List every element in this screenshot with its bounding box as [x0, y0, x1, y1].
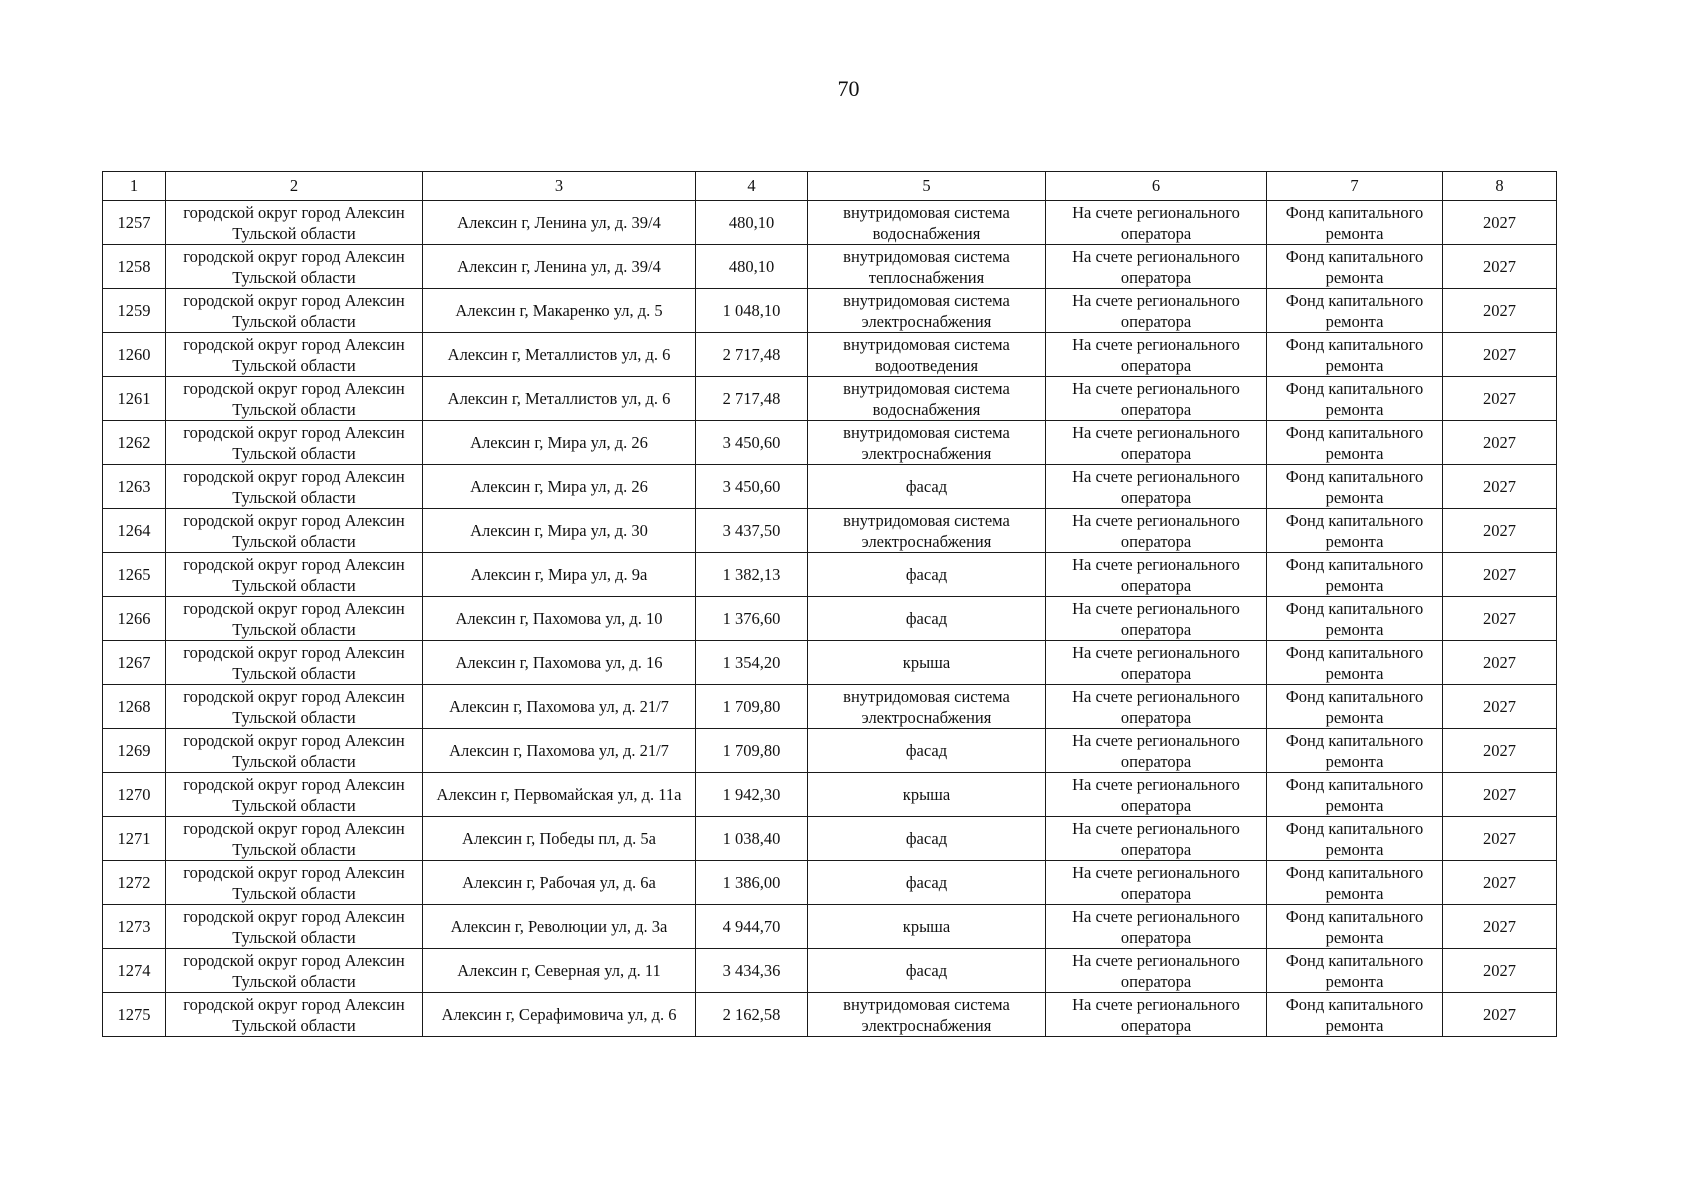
- table-row: [103, 245, 1557, 289]
- cell-municipality: городской округ город Алексин Тульской области: [166, 861, 423, 905]
- cell-address: Алексин г, Рабочая ул, д. 6а: [423, 861, 696, 905]
- cell-address: Алексин г, Пахомова ул, д. 16: [423, 641, 696, 685]
- cell-address: Алексин г, Серафимовича ул, д. 6: [423, 993, 696, 1037]
- table-row: [103, 289, 1557, 333]
- cell-funding-source: Фонд капитального ремонта: [1267, 289, 1443, 333]
- cell-area: 480,10: [696, 201, 808, 245]
- table-row: [103, 421, 1557, 465]
- cell-address: Алексин г, Макаренко ул, д. 5: [423, 289, 696, 333]
- table-row: [103, 597, 1557, 641]
- cell-municipality: городской округ город Алексин Тульской области: [166, 245, 423, 289]
- cell-work-type: фасад: [808, 861, 1046, 905]
- cell-area: 3 450,60: [696, 465, 808, 509]
- cell-work-type: фасад: [808, 553, 1046, 597]
- cell-fund-account: На счете регионального оператора: [1046, 553, 1267, 597]
- table-header-row: [103, 172, 1557, 201]
- cell-area: 1 709,80: [696, 685, 808, 729]
- cell-area: 1 376,60: [696, 597, 808, 641]
- cell-work-type: фасад: [808, 817, 1046, 861]
- cell-year: 2027: [1443, 377, 1557, 421]
- cell-municipality: городской округ город Алексин Тульской области: [166, 597, 423, 641]
- cell-area: 480,10: [696, 245, 808, 289]
- cell-fund-account: На счете регионального оператора: [1046, 641, 1267, 685]
- cell-row-number: 1270: [103, 773, 166, 817]
- cell-year: 2027: [1443, 333, 1557, 377]
- cell-work-type: внутридомовая система водоснабжения: [808, 201, 1046, 245]
- cell-address: Алексин г, Мира ул, д. 26: [423, 421, 696, 465]
- cell-work-type: фасад: [808, 465, 1046, 509]
- cell-year: 2027: [1443, 861, 1557, 905]
- cell-municipality: городской округ город Алексин Тульской области: [166, 421, 423, 465]
- cell-area: 2 717,48: [696, 333, 808, 377]
- cell-fund-account: На счете регионального оператора: [1046, 465, 1267, 509]
- cell-address: Алексин г, Первомайская ул, д. 11а: [423, 773, 696, 817]
- cell-work-type: крыша: [808, 641, 1046, 685]
- cell-municipality: городской округ город Алексин Тульской области: [166, 201, 423, 245]
- cell-municipality: городской округ город Алексин Тульской области: [166, 509, 423, 553]
- cell-row-number: 1266: [103, 597, 166, 641]
- cell-fund-account: На счете регионального оператора: [1046, 905, 1267, 949]
- table-row: [103, 641, 1557, 685]
- cell-fund-account: На счете регионального оператора: [1046, 201, 1267, 245]
- cell-municipality: городской округ город Алексин Тульской области: [166, 553, 423, 597]
- cell-work-type: внутридомовая система электроснабжения: [808, 685, 1046, 729]
- column-header-2: 2: [166, 172, 423, 201]
- cell-fund-account: На счете регионального оператора: [1046, 289, 1267, 333]
- cell-funding-source: Фонд капитального ремонта: [1267, 553, 1443, 597]
- cell-address: Алексин г, Пахомова ул, д. 21/7: [423, 685, 696, 729]
- cell-address: Алексин г, Мира ул, д. 26: [423, 465, 696, 509]
- cell-work-type: внутридомовая система теплоснабжения: [808, 245, 1046, 289]
- cell-fund-account: На счете регионального оператора: [1046, 333, 1267, 377]
- cell-year: 2027: [1443, 949, 1557, 993]
- column-header-5: 5: [808, 172, 1046, 201]
- cell-address: Алексин г, Северная ул, д. 11: [423, 949, 696, 993]
- cell-funding-source: Фонд капитального ремонта: [1267, 685, 1443, 729]
- cell-work-type: внутридомовая система водоснабжения: [808, 377, 1046, 421]
- cell-row-number: 1265: [103, 553, 166, 597]
- cell-row-number: 1262: [103, 421, 166, 465]
- cell-municipality: городской округ город Алексин Тульской области: [166, 465, 423, 509]
- cell-municipality: городской округ город Алексин Тульской области: [166, 641, 423, 685]
- cell-fund-account: На счете регионального оператора: [1046, 685, 1267, 729]
- column-header-6: 6: [1046, 172, 1267, 201]
- cell-year: 2027: [1443, 421, 1557, 465]
- cell-area: 1 048,10: [696, 289, 808, 333]
- cell-year: 2027: [1443, 729, 1557, 773]
- cell-fund-account: На счете регионального оператора: [1046, 993, 1267, 1037]
- table-row: [103, 905, 1557, 949]
- page-number: 70: [837, 76, 860, 101]
- cell-row-number: 1260: [103, 333, 166, 377]
- cell-area: 1 386,00: [696, 861, 808, 905]
- cell-funding-source: Фонд капитального ремонта: [1267, 421, 1443, 465]
- cell-row-number: 1274: [103, 949, 166, 993]
- cell-work-type: крыша: [808, 773, 1046, 817]
- cell-row-number: 1275: [103, 993, 166, 1037]
- table-row: [103, 773, 1557, 817]
- cell-funding-source: Фонд капитального ремонта: [1267, 597, 1443, 641]
- cell-year: 2027: [1443, 201, 1557, 245]
- column-header-7: 7: [1267, 172, 1443, 201]
- cell-year: 2027: [1443, 993, 1557, 1037]
- cell-area: 2 162,58: [696, 993, 808, 1037]
- table-row: [103, 729, 1557, 773]
- cell-row-number: 1272: [103, 861, 166, 905]
- cell-work-type: внутридомовая система электроснабжения: [808, 993, 1046, 1037]
- cell-row-number: 1264: [103, 509, 166, 553]
- cell-address: Алексин г, Металлистов ул, д. 6: [423, 377, 696, 421]
- cell-address: Алексин г, Ленина ул, д. 39/4: [423, 245, 696, 289]
- column-header-8: 8: [1443, 172, 1557, 201]
- cell-fund-account: На счете регионального оператора: [1046, 377, 1267, 421]
- cell-area: 1 038,40: [696, 817, 808, 861]
- table-row: [103, 553, 1557, 597]
- cell-municipality: городской округ город Алексин Тульской области: [166, 685, 423, 729]
- cell-work-type: фасад: [808, 597, 1046, 641]
- cell-funding-source: Фонд капитального ремонта: [1267, 993, 1443, 1037]
- cell-work-type: фасад: [808, 729, 1046, 773]
- column-header-3: 3: [423, 172, 696, 201]
- cell-fund-account: На счете регионального оператора: [1046, 861, 1267, 905]
- cell-municipality: городской округ город Алексин Тульской области: [166, 949, 423, 993]
- cell-address: Алексин г, Пахомова ул, д. 10: [423, 597, 696, 641]
- cell-funding-source: Фонд капитального ремонта: [1267, 245, 1443, 289]
- cell-row-number: 1258: [103, 245, 166, 289]
- table-row: [103, 685, 1557, 729]
- cell-address: Алексин г, Победы пл, д. 5а: [423, 817, 696, 861]
- cell-municipality: городской округ город Алексин Тульской области: [166, 773, 423, 817]
- cell-year: 2027: [1443, 509, 1557, 553]
- cell-funding-source: Фонд капитального ремонта: [1267, 817, 1443, 861]
- table-row: [103, 949, 1557, 993]
- cell-year: 2027: [1443, 685, 1557, 729]
- table-row: [103, 201, 1557, 245]
- cell-funding-source: Фонд капитального ремонта: [1267, 641, 1443, 685]
- cell-area: 3 437,50: [696, 509, 808, 553]
- cell-area: 4 944,70: [696, 905, 808, 949]
- cell-work-type: внутридомовая система электроснабжения: [808, 509, 1046, 553]
- table-row: [103, 333, 1557, 377]
- cell-area: 1 354,20: [696, 641, 808, 685]
- capital-repair-table: [102, 171, 1557, 1037]
- table-row: [103, 861, 1557, 905]
- cell-area: 1 942,30: [696, 773, 808, 817]
- cell-area: 3 450,60: [696, 421, 808, 465]
- cell-funding-source: Фонд капитального ремонта: [1267, 377, 1443, 421]
- cell-year: 2027: [1443, 597, 1557, 641]
- cell-funding-source: Фонд капитального ремонта: [1267, 201, 1443, 245]
- cell-municipality: городской округ город Алексин Тульской области: [166, 289, 423, 333]
- cell-funding-source: Фонд капитального ремонта: [1267, 509, 1443, 553]
- cell-municipality: городской округ город Алексин Тульской области: [166, 377, 423, 421]
- cell-year: 2027: [1443, 817, 1557, 861]
- column-header-4: 4: [696, 172, 808, 201]
- cell-funding-source: Фонд капитального ремонта: [1267, 465, 1443, 509]
- cell-row-number: 1263: [103, 465, 166, 509]
- cell-funding-source: Фонд капитального ремонта: [1267, 949, 1443, 993]
- table-body: [103, 201, 1557, 1037]
- cell-row-number: 1267: [103, 641, 166, 685]
- cell-fund-account: На счете регионального оператора: [1046, 729, 1267, 773]
- table-row: [103, 817, 1557, 861]
- cell-year: 2027: [1443, 773, 1557, 817]
- cell-work-type: внутридомовая система электроснабжения: [808, 421, 1046, 465]
- cell-fund-account: На счете регионального оператора: [1046, 949, 1267, 993]
- table-row: [103, 377, 1557, 421]
- cell-row-number: 1273: [103, 905, 166, 949]
- cell-work-type: внутридомовая система электроснабжения: [808, 289, 1046, 333]
- cell-fund-account: На счете регионального оператора: [1046, 509, 1267, 553]
- cell-municipality: городской округ город Алексин Тульской области: [166, 817, 423, 861]
- cell-area: 3 434,36: [696, 949, 808, 993]
- cell-year: 2027: [1443, 289, 1557, 333]
- cell-municipality: городской округ город Алексин Тульской области: [166, 905, 423, 949]
- cell-work-type: фасад: [808, 949, 1046, 993]
- cell-funding-source: Фонд капитального ремонта: [1267, 773, 1443, 817]
- cell-funding-source: Фонд капитального ремонта: [1267, 905, 1443, 949]
- cell-area: 1 709,80: [696, 729, 808, 773]
- column-header-1: 1: [103, 172, 166, 201]
- table-row: [103, 509, 1557, 553]
- cell-fund-account: На счете регионального оператора: [1046, 245, 1267, 289]
- cell-row-number: 1268: [103, 685, 166, 729]
- table-row: [103, 993, 1557, 1037]
- cell-row-number: 1257: [103, 201, 166, 245]
- cell-address: Алексин г, Мира ул, д. 9а: [423, 553, 696, 597]
- cell-year: 2027: [1443, 641, 1557, 685]
- cell-address: Алексин г, Ленина ул, д. 39/4: [423, 201, 696, 245]
- cell-work-type: крыша: [808, 905, 1046, 949]
- cell-year: 2027: [1443, 905, 1557, 949]
- cell-fund-account: На счете регионального оператора: [1046, 773, 1267, 817]
- cell-funding-source: Фонд капитального ремонта: [1267, 729, 1443, 773]
- cell-address: Алексин г, Пахомова ул, д. 21/7: [423, 729, 696, 773]
- cell-address: Алексин г, Металлистов ул, д. 6: [423, 333, 696, 377]
- cell-area: 1 382,13: [696, 553, 808, 597]
- cell-fund-account: На счете регионального оператора: [1046, 421, 1267, 465]
- cell-municipality: городской округ город Алексин Тульской области: [166, 993, 423, 1037]
- cell-address: Алексин г, Революции ул, д. 3а: [423, 905, 696, 949]
- cell-address: Алексин г, Мира ул, д. 30: [423, 509, 696, 553]
- cell-row-number: 1271: [103, 817, 166, 861]
- cell-area: 2 717,48: [696, 377, 808, 421]
- cell-funding-source: Фонд капитального ремонта: [1267, 861, 1443, 905]
- cell-year: 2027: [1443, 465, 1557, 509]
- table-row: [103, 465, 1557, 509]
- cell-municipality: городской округ город Алексин Тульской области: [166, 729, 423, 773]
- cell-fund-account: На счете регионального оператора: [1046, 597, 1267, 641]
- cell-year: 2027: [1443, 553, 1557, 597]
- cell-row-number: 1259: [103, 289, 166, 333]
- cell-municipality: городской округ город Алексин Тульской области: [166, 333, 423, 377]
- cell-row-number: 1269: [103, 729, 166, 773]
- cell-year: 2027: [1443, 245, 1557, 289]
- cell-row-number: 1261: [103, 377, 166, 421]
- cell-fund-account: На счете регионального оператора: [1046, 817, 1267, 861]
- cell-work-type: внутридомовая система водоотведения: [808, 333, 1046, 377]
- cell-funding-source: Фонд капитального ремонта: [1267, 333, 1443, 377]
